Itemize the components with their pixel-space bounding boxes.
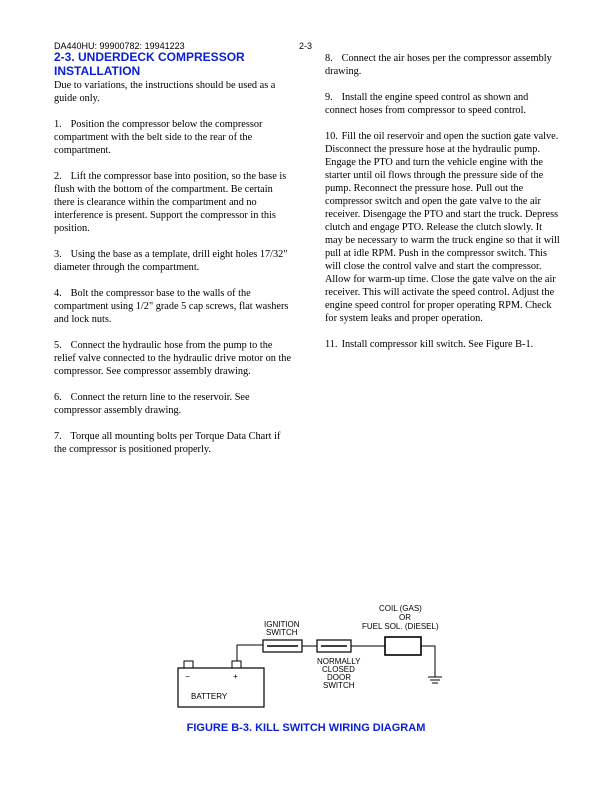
battery-negative-terminal xyxy=(184,661,193,668)
step-number: 6. xyxy=(54,392,62,403)
battery-minus-sign: − xyxy=(185,672,190,681)
battery-box xyxy=(178,668,264,707)
step-number: 3. xyxy=(54,249,62,260)
ignition-switch-box xyxy=(263,640,302,652)
step-number: 11. xyxy=(325,339,338,350)
step-8 xyxy=(325,52,561,78)
ignition-label-line2: SWITCH xyxy=(266,628,298,637)
door-label-line1: NORMALLY xyxy=(317,657,361,666)
step-text: Using the base as a template, drill eight holes 17/32" diameter through the compartment. xyxy=(54,249,288,273)
battery-positive-terminal xyxy=(232,661,241,668)
battery-plus-sign: + xyxy=(233,672,238,681)
ground-icon xyxy=(428,677,442,683)
door-label-line4: SWITCH xyxy=(323,681,355,690)
step-number: 4. xyxy=(54,288,62,299)
document-id: DA440HU: 99900782: 19941223 xyxy=(54,41,185,51)
step-text: Connect the air hoses per the compressor assembly drawing. xyxy=(325,53,552,77)
step-4 xyxy=(54,287,292,326)
section-intro: Due to variations, the instructions should be used as a guide only. xyxy=(54,80,276,104)
step-3 xyxy=(54,248,292,274)
door-label-line3: DOOR xyxy=(327,673,351,682)
left-column xyxy=(54,51,292,469)
step-text: Install the engine speed control as shown and connect hoses from compressor to speed control. xyxy=(325,92,529,116)
battery-label: BATTERY xyxy=(191,692,228,701)
step-number: 10. xyxy=(325,131,338,142)
step-text: Position the compressor below the compressor compartment with the belt side to the rear of the compartment. xyxy=(54,119,263,156)
step-2 xyxy=(54,170,292,235)
right-column xyxy=(325,52,561,364)
step-number: 5. xyxy=(54,340,62,351)
door-switch-box xyxy=(317,640,351,652)
coil-label-line3: FUEL SOL. (DIESEL) xyxy=(362,622,439,631)
coil-label-line2: OR xyxy=(399,613,411,622)
figure-caption: FIGURE B-3. KILL SWITCH WIRING DIAGRAM xyxy=(186,722,426,734)
page-number: 2-3 xyxy=(299,41,313,51)
step-9 xyxy=(325,91,561,117)
ignition-label-line1: IGNITION xyxy=(264,620,300,629)
section-title-line2: INSTALLATION xyxy=(54,63,141,78)
step-6 xyxy=(54,391,292,417)
step-5 xyxy=(54,339,292,378)
step-text: Fill the oil reservoir and open the suction gate valve. Disconnect the pressure hose at the hydraulic pump. Engage the PTO and turn the vehicle engine with the starter until oil flows through the pressure side of the pump. Reconnect the pressure hose. Pull out the compressor switch and open the gate valve to the air receiver. Disengage the PTO and start the truck. Depress clutch and engage PTO. Release the clutch slowly. It may be necessary to warm the truck engine so that it will pull at idle RPM. Push in the compressor switch. This will close the control valve and start the compressor. Allow for warm-up time. Close the gate valve on the air receiver. This will activate the speed control. Adjust the engine speed control for proper operating RPM. Check for system leaks and proper operation. xyxy=(325,131,560,324)
step-number: 9. xyxy=(325,92,333,103)
step-text: Connect the hydraulic hose from the pump to the relief valve connected to the hydraulic drive motor on the compressor. See compressor assembly drawing. xyxy=(54,340,292,377)
step-10 xyxy=(325,130,561,325)
step-number: 2. xyxy=(54,171,62,182)
step-11 xyxy=(325,338,561,351)
step-1 xyxy=(54,118,292,157)
coil-box xyxy=(385,637,421,655)
wire-battery-to-ignition xyxy=(237,645,263,661)
step-text: Install compressor kill switch. See Figure B-1. xyxy=(341,339,534,350)
section-title-line1: 2-3. UNDERDECK COMPRESSOR xyxy=(54,50,245,64)
step-number: 1. xyxy=(54,119,62,130)
section-title xyxy=(54,51,292,78)
step-7 xyxy=(54,430,292,456)
step-text: Lift the compressor base into position, so the base is flush with the bottom of the compartment. Be certain there is clearance within the compartment and no interference is present. Support the compressor in this position. xyxy=(54,171,287,234)
step-number: 7. xyxy=(54,431,62,442)
door-label-line2: CLOSED xyxy=(322,665,355,674)
step-number: 8. xyxy=(325,53,333,64)
step-text: Connect the return line to the reservoir. See compressor assembly drawing. xyxy=(54,392,250,416)
coil-label-line1: COIL (GAS) xyxy=(379,604,422,613)
step-text: Bolt the compressor base to the walls of the compartment using 1/2" grade 5 cap screws, flat washers and lock nuts. xyxy=(54,288,289,325)
wire-coil-to-ground xyxy=(421,646,435,677)
step-text: Torque all mounting bolts per Torque Data Chart if the compressor is positioned properly. xyxy=(54,431,281,455)
